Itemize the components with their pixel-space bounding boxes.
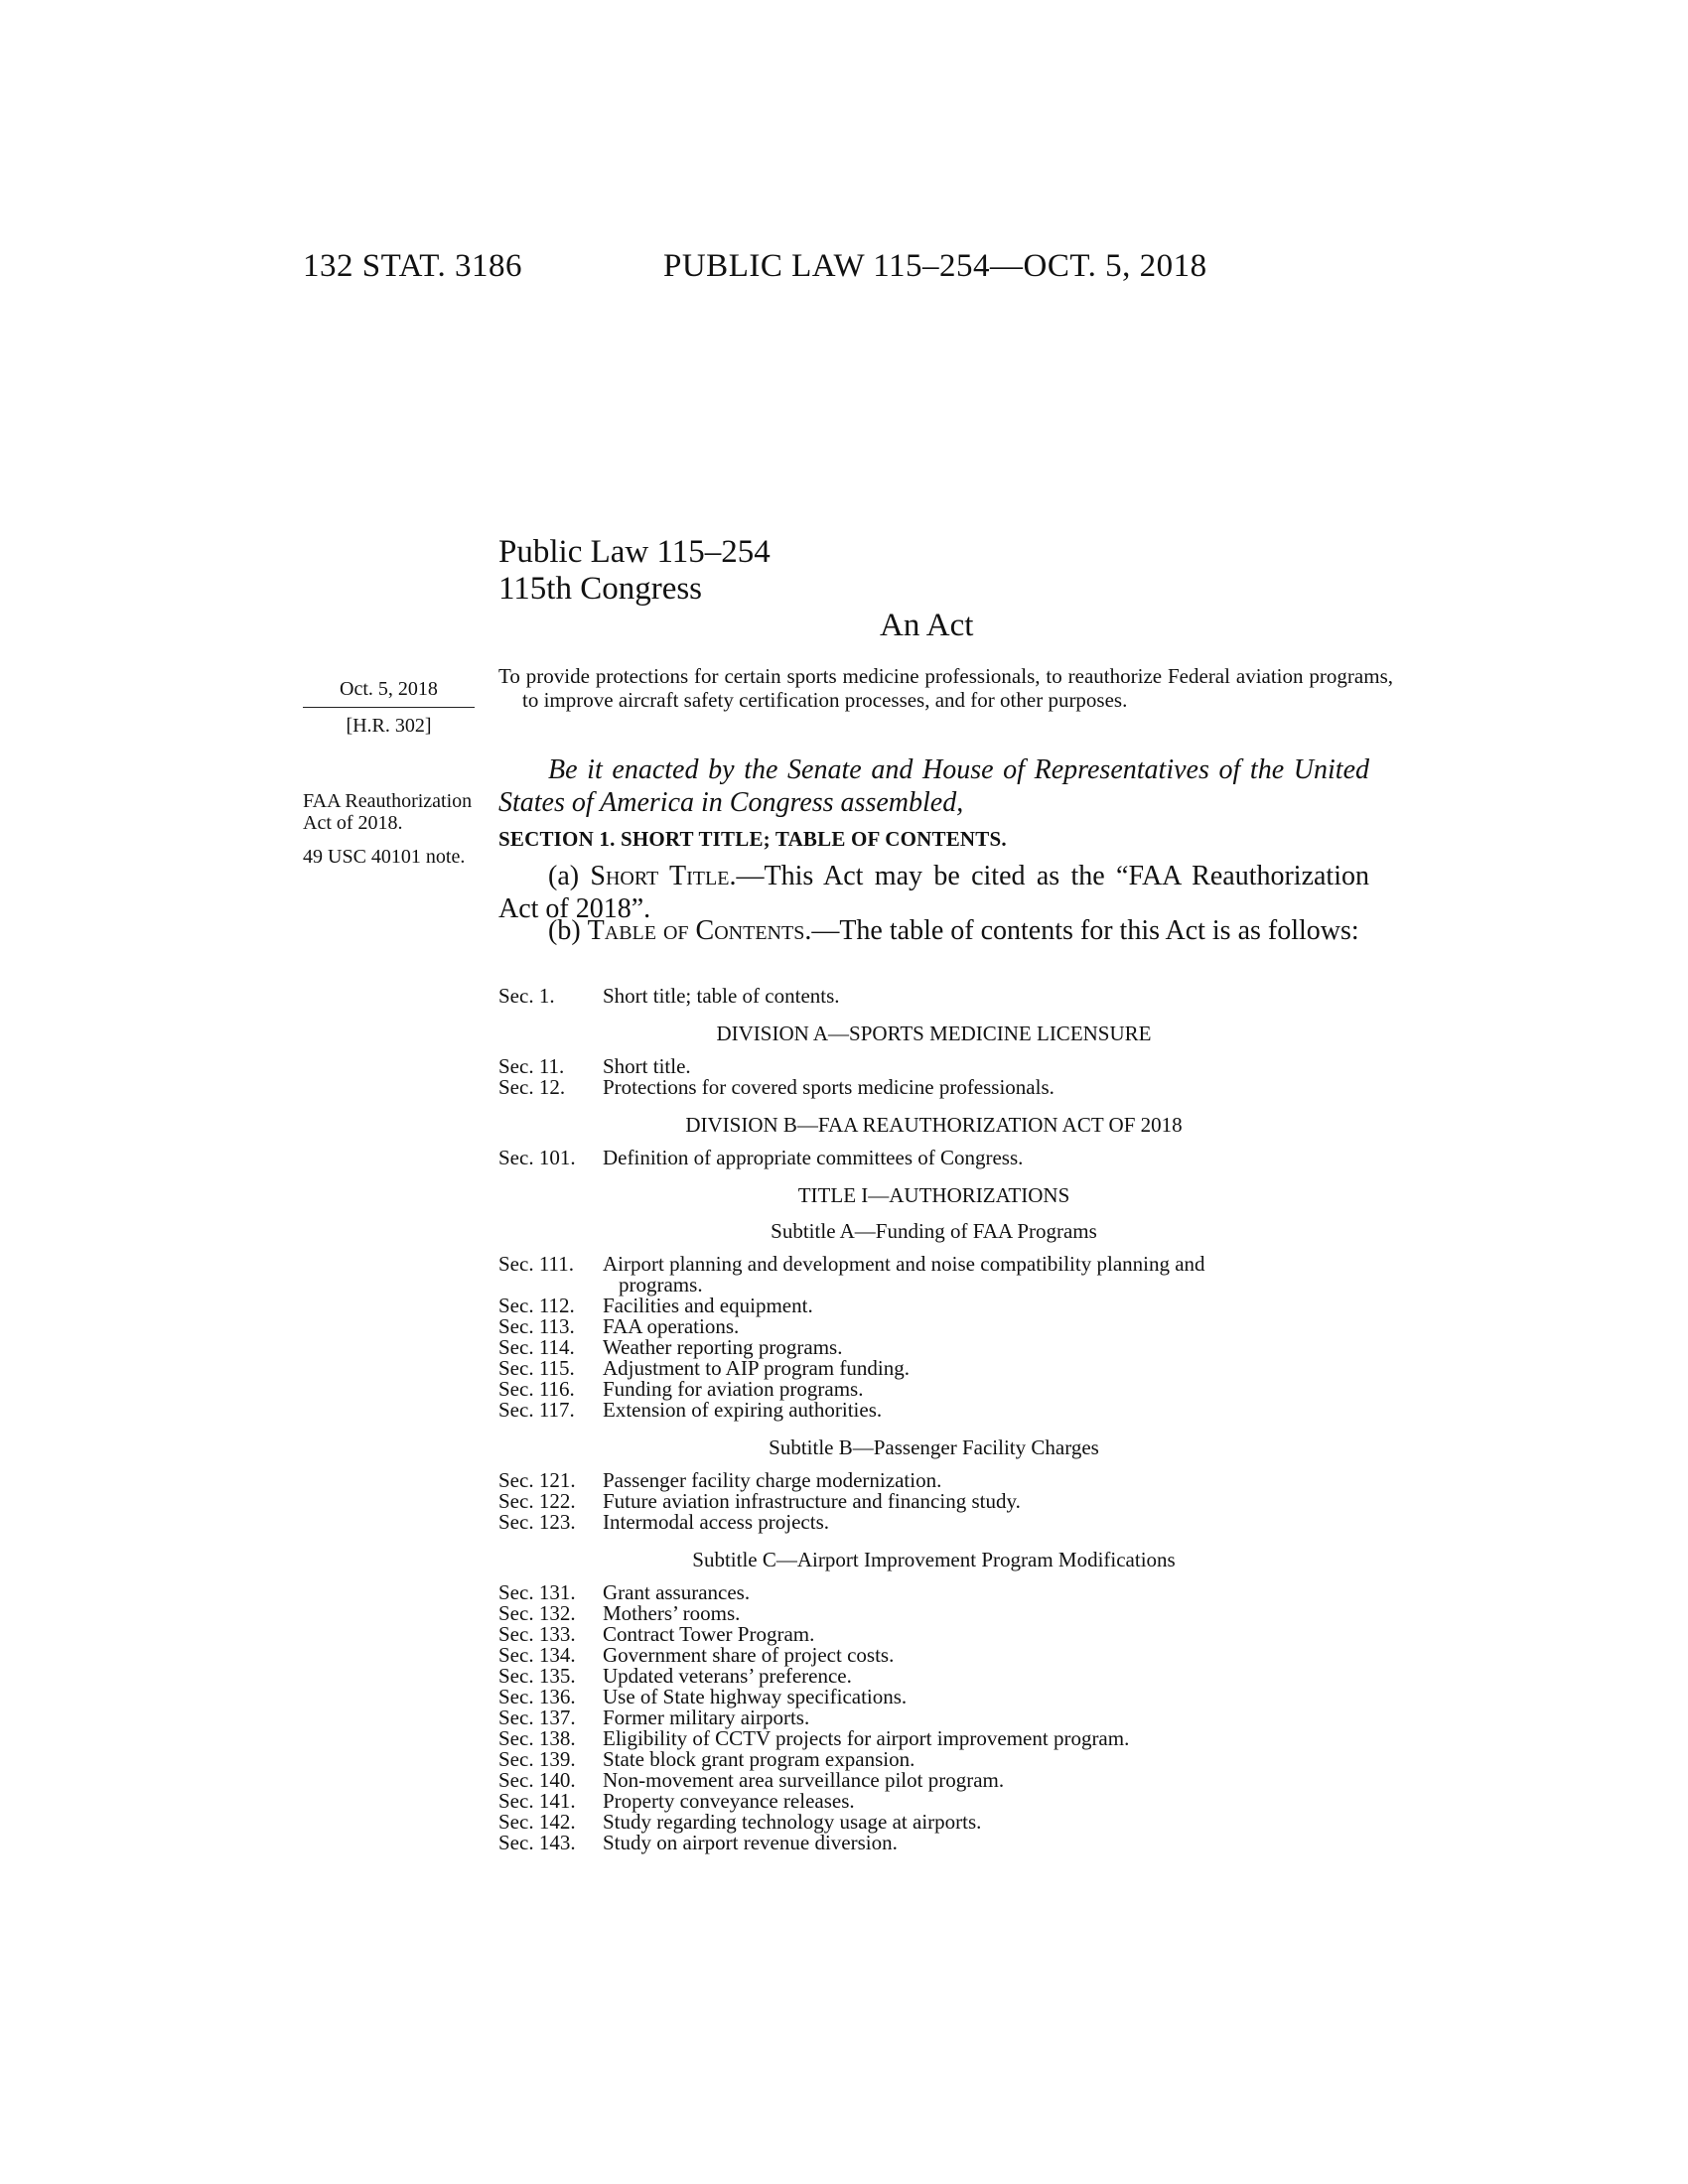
toc-section-number: Sec. 112. bbox=[498, 1294, 575, 1317]
toc-section-title: Property conveyance releases. bbox=[603, 1789, 855, 1813]
running-head: PUBLIC LAW 115–254—OCT. 5, 2018 bbox=[663, 248, 1207, 284]
para-a-label: (a) bbox=[548, 861, 591, 891]
toc-section-title: Short title; table of contents. bbox=[603, 984, 840, 1008]
para-b-caption: Table of Contents bbox=[587, 915, 805, 946]
toc-section-number: Sec. 134. bbox=[498, 1643, 576, 1667]
toc-entry bbox=[498, 1582, 1369, 1603]
toc-entry bbox=[498, 1666, 1369, 1687]
toc-section-number: Sec. 11. bbox=[498, 1054, 565, 1078]
toc-entry bbox=[498, 1770, 1369, 1791]
toc-division-b-heading: DIVISION B—FAA REAUTHORIZATION ACT OF 2018 bbox=[685, 1113, 1183, 1137]
toc-section-title: FAA operations. bbox=[603, 1314, 740, 1338]
page-stat-citation: 132 STAT. 3186 bbox=[303, 248, 523, 284]
public-law-number: Public Law 115–254 bbox=[498, 534, 771, 570]
toc-section-title: Protections for covered sports medicine professionals. bbox=[603, 1075, 1055, 1099]
toc-entry bbox=[498, 1603, 1369, 1624]
toc-section-number: Sec. 117. bbox=[498, 1398, 575, 1422]
toc-section-number: Sec. 1. bbox=[498, 984, 555, 1008]
toc-section-title: Extension of expiring authorities. bbox=[603, 1398, 883, 1422]
toc-section-title: Use of State highway specifications. bbox=[603, 1685, 908, 1708]
toc-section-title: Weather reporting programs. bbox=[603, 1335, 843, 1359]
toc-section-title: Eligibility of CCTV projects for airport improvement program. bbox=[603, 1726, 1130, 1750]
toc-section-number: Sec. 135. bbox=[498, 1664, 576, 1688]
toc-section-title: Short title. bbox=[603, 1054, 691, 1078]
toc-section-number: Sec. 133. bbox=[498, 1622, 576, 1646]
toc-section-number: Sec. 111. bbox=[498, 1252, 575, 1276]
toc-entry bbox=[498, 1337, 1369, 1358]
toc-section-number: Sec. 140. bbox=[498, 1768, 576, 1792]
act-heading: An Act bbox=[880, 608, 974, 643]
toc-entry bbox=[498, 1512, 1369, 1533]
toc-entry bbox=[498, 1316, 1369, 1337]
para-a-text: .—This Act may be cited as the “FAA Reauthorization Act of 2018”. bbox=[498, 861, 1369, 924]
toc-entry bbox=[498, 1624, 1369, 1645]
toc-entry bbox=[498, 1379, 1369, 1400]
paragraph-b bbox=[498, 914, 1369, 947]
toc-section-title: Non-movement area surveillance pilot program. bbox=[603, 1768, 1005, 1792]
toc-section-title: Mothers’ rooms. bbox=[603, 1601, 741, 1625]
toc-section-number: Sec. 136. bbox=[498, 1685, 576, 1708]
margin-date-note bbox=[303, 676, 475, 739]
toc-entry bbox=[498, 1358, 1369, 1379]
toc-section-title-continued: programs. bbox=[619, 1273, 703, 1297]
margin-note-short-title: FAA Reauthorization Act of 2018. bbox=[303, 790, 473, 834]
toc-section-number: Sec. 132. bbox=[498, 1601, 576, 1625]
toc-section-title: Grant assurances. bbox=[603, 1580, 751, 1604]
toc-entry bbox=[498, 1728, 1369, 1749]
toc-section-title: Study on airport revenue diversion. bbox=[603, 1831, 898, 1854]
toc-section-number: Sec. 137. bbox=[498, 1706, 576, 1729]
toc-entry bbox=[498, 1056, 1369, 1077]
toc-section-number: Sec. 113. bbox=[498, 1314, 575, 1338]
para-b-text: .—The table of contents for this Act is as follows: bbox=[804, 915, 1359, 946]
toc-section-number: Sec. 142. bbox=[498, 1810, 576, 1834]
toc-division-a-heading: DIVISION A—SPORTS MEDICINE LICENSURE bbox=[716, 1022, 1152, 1045]
toc-section-number: Sec. 116. bbox=[498, 1377, 575, 1401]
toc-section-title: Passenger facility charge modernization. bbox=[603, 1468, 942, 1492]
toc-section-title: Intermodal access projects. bbox=[603, 1510, 829, 1534]
toc-section-title: State block grant program expansion. bbox=[603, 1747, 915, 1771]
margin-notes bbox=[303, 790, 482, 880]
toc-section-number: Sec. 139. bbox=[498, 1747, 576, 1771]
section-1-heading: SECTION 1. SHORT TITLE; TABLE OF CONTENTS. bbox=[498, 827, 1007, 851]
toc-entry bbox=[498, 1833, 1369, 1853]
toc-entry bbox=[498, 1812, 1369, 1833]
toc-section-title: Former military airports. bbox=[603, 1706, 810, 1729]
toc-entry bbox=[498, 1749, 1369, 1770]
enacting-clause: Be it enacted by the Senate and House of Representatives of the United States of America in Congress assembled, bbox=[498, 754, 1369, 818]
toc-entry bbox=[498, 1791, 1369, 1812]
toc-section-title: Updated veterans’ preference. bbox=[603, 1664, 852, 1688]
toc-section-number: Sec. 141. bbox=[498, 1789, 576, 1813]
toc-section-title: Airport planning and development and noise compatibility planning and bbox=[603, 1252, 1205, 1276]
toc-entry bbox=[498, 1077, 1369, 1098]
toc-entry bbox=[498, 1491, 1369, 1512]
toc-section-number: Sec. 121. bbox=[498, 1468, 576, 1492]
toc-section-number: Sec. 131. bbox=[498, 1580, 576, 1604]
toc-section-title: Adjustment to AIP program funding. bbox=[603, 1356, 910, 1380]
toc-subtitle-a-heading: Subtitle A—Funding of FAA Programs bbox=[771, 1219, 1097, 1243]
congress-number: 115th Congress bbox=[498, 571, 703, 607]
toc-entry bbox=[498, 1470, 1369, 1491]
toc-section-title: Government share of project costs. bbox=[603, 1643, 895, 1667]
margin-note-usc: 49 USC 40101 note. bbox=[303, 846, 466, 868]
toc-section-title: Facilities and equipment. bbox=[603, 1294, 813, 1317]
toc-section-number: Sec. 138. bbox=[498, 1726, 576, 1750]
toc-entry bbox=[498, 986, 1369, 1007]
law-title-block bbox=[498, 534, 771, 608]
toc-entry bbox=[498, 1254, 1369, 1275]
toc-section-title: Funding for aviation programs. bbox=[603, 1377, 864, 1401]
toc-section-number: Sec. 12. bbox=[498, 1075, 566, 1099]
toc-title-1-heading: TITLE I—AUTHORIZATIONS bbox=[797, 1183, 1070, 1207]
toc-entry bbox=[498, 1400, 1369, 1421]
toc-entry bbox=[498, 1687, 1369, 1707]
toc-section-number: Sec. 143. bbox=[498, 1831, 576, 1854]
bill-number: [H.R. 302] bbox=[346, 715, 432, 737]
para-a-caption: Short Title bbox=[590, 861, 730, 891]
enactment-date: Oct. 5, 2018 bbox=[303, 676, 475, 708]
toc-entry bbox=[498, 1707, 1369, 1728]
toc-subtitle-c-heading: Subtitle C—Airport Improvement Program Modifications bbox=[692, 1548, 1176, 1571]
toc-section-number: Sec. 101. bbox=[498, 1146, 576, 1169]
toc-section-number: Sec. 115. bbox=[498, 1356, 575, 1380]
para-b-label: (b) bbox=[548, 915, 588, 946]
toc-section-title: Definition of appropriate committees of Congress. bbox=[603, 1146, 1024, 1169]
table-of-contents bbox=[498, 986, 1369, 1853]
toc-section-number: Sec. 122. bbox=[498, 1489, 576, 1513]
toc-entry bbox=[498, 1148, 1369, 1168]
toc-section-title: Study regarding technology usage at airports. bbox=[603, 1810, 982, 1834]
purpose-clause: To provide protections for certain sports medicine professionals, to reauthorize Federal aviation programs, to improve aircraft safety certification processes, and for other purposes. bbox=[498, 664, 1393, 712]
toc-section-title: Contract Tower Program. bbox=[603, 1622, 815, 1646]
toc-division-a-list bbox=[498, 1056, 1369, 1098]
toc-entry bbox=[498, 1296, 1369, 1316]
toc-section-number: Sec. 123. bbox=[498, 1510, 576, 1534]
toc-section-title: Future aviation infrastructure and financing study. bbox=[603, 1489, 1021, 1513]
toc-section-number: Sec. 114. bbox=[498, 1335, 575, 1359]
toc-entry bbox=[498, 1645, 1369, 1666]
toc-subtitle-b-heading: Subtitle B—Passenger Facility Charges bbox=[769, 1435, 1099, 1459]
